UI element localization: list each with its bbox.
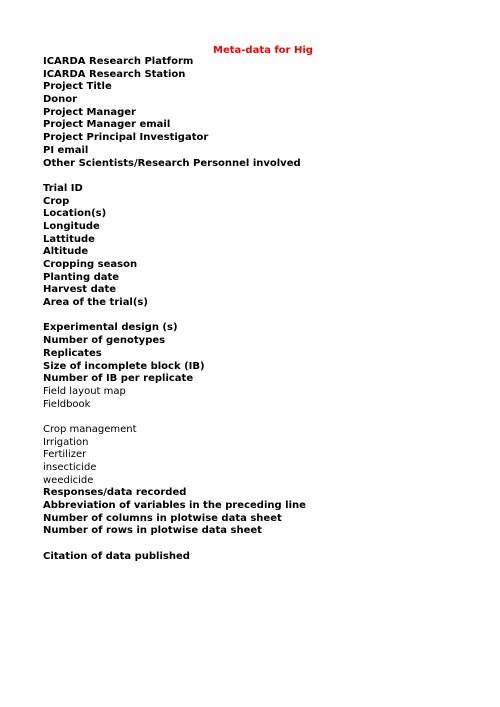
metadata-field-label: Planting date: [43, 271, 120, 283]
metadata-field-label: Number of columns in plotwise data sheet: [43, 512, 282, 524]
metadata-field-label: Responses/data recorded: [43, 487, 187, 499]
metadata-field-label: Cropping season: [43, 259, 138, 270]
metadata-field-label: Location(s): [43, 208, 107, 220]
metadata-field-label: Number of rows in plotwise data sheet: [43, 525, 262, 537]
metadata-field-label: Experimental design (s): [43, 322, 178, 334]
metadata-field-label: Project Manager email: [43, 119, 171, 131]
metadata-field-label: insecticide: [43, 462, 97, 473]
metadata-field-label: Irrigation: [43, 436, 89, 448]
metadata-field-label: Crop: [43, 195, 70, 207]
metadata-field-label: Replicates: [43, 347, 102, 359]
metadata-field-label: ICARDA Research Station: [43, 68, 186, 80]
metadata-field-label: Number of genotypes: [43, 335, 166, 347]
metadata-field-label: Citation of data published: [43, 550, 190, 562]
metadata-field-list: [43, 56, 483, 564]
metadata-field-label: Lattitude: [43, 233, 95, 245]
metadata-field-label: Other Scientists/Research Personnel involved: [43, 157, 301, 169]
metadata-field-label: Project Principal Investigator: [43, 132, 209, 144]
blank-row: [43, 310, 483, 323]
metadata-field-label: Project Manager: [43, 106, 136, 118]
metadata-field-label: Trial ID: [43, 182, 83, 194]
metadata-field-label: Harvest date: [43, 284, 117, 296]
blank-row: [43, 170, 483, 183]
metadata-field-label: PI email: [43, 144, 89, 156]
metadata-field-label: Fertilizer: [43, 449, 87, 461]
metadata-field-label: Crop management: [43, 423, 137, 435]
metadata-field-label: Number of IB per replicate: [43, 373, 194, 385]
page-title: Meta-data for Hig: [213, 45, 313, 56]
metadata-field-label: Longitude: [43, 220, 100, 232]
metadata-field-label: Abbreviation of variables in the preceding line: [43, 500, 306, 512]
metadata-field-label: Field layout map: [43, 385, 126, 397]
blank-row: [43, 411, 483, 424]
metadata-field-label: Size of incomplete block (IB): [43, 360, 205, 372]
metadata-field-label: Area of the trial(s): [43, 297, 148, 309]
metadata-field-label: Donor: [43, 94, 78, 106]
blank-row: [43, 538, 483, 551]
metadata-field-label: Fieldbook: [43, 398, 91, 410]
metadata-field-label: Project Title: [43, 81, 112, 93]
metadata-field-label: weedicide: [43, 474, 94, 486]
metadata-field-label: Altitude: [43, 246, 89, 258]
metadata-field-label: ICARDA Research Platform: [43, 56, 194, 67]
